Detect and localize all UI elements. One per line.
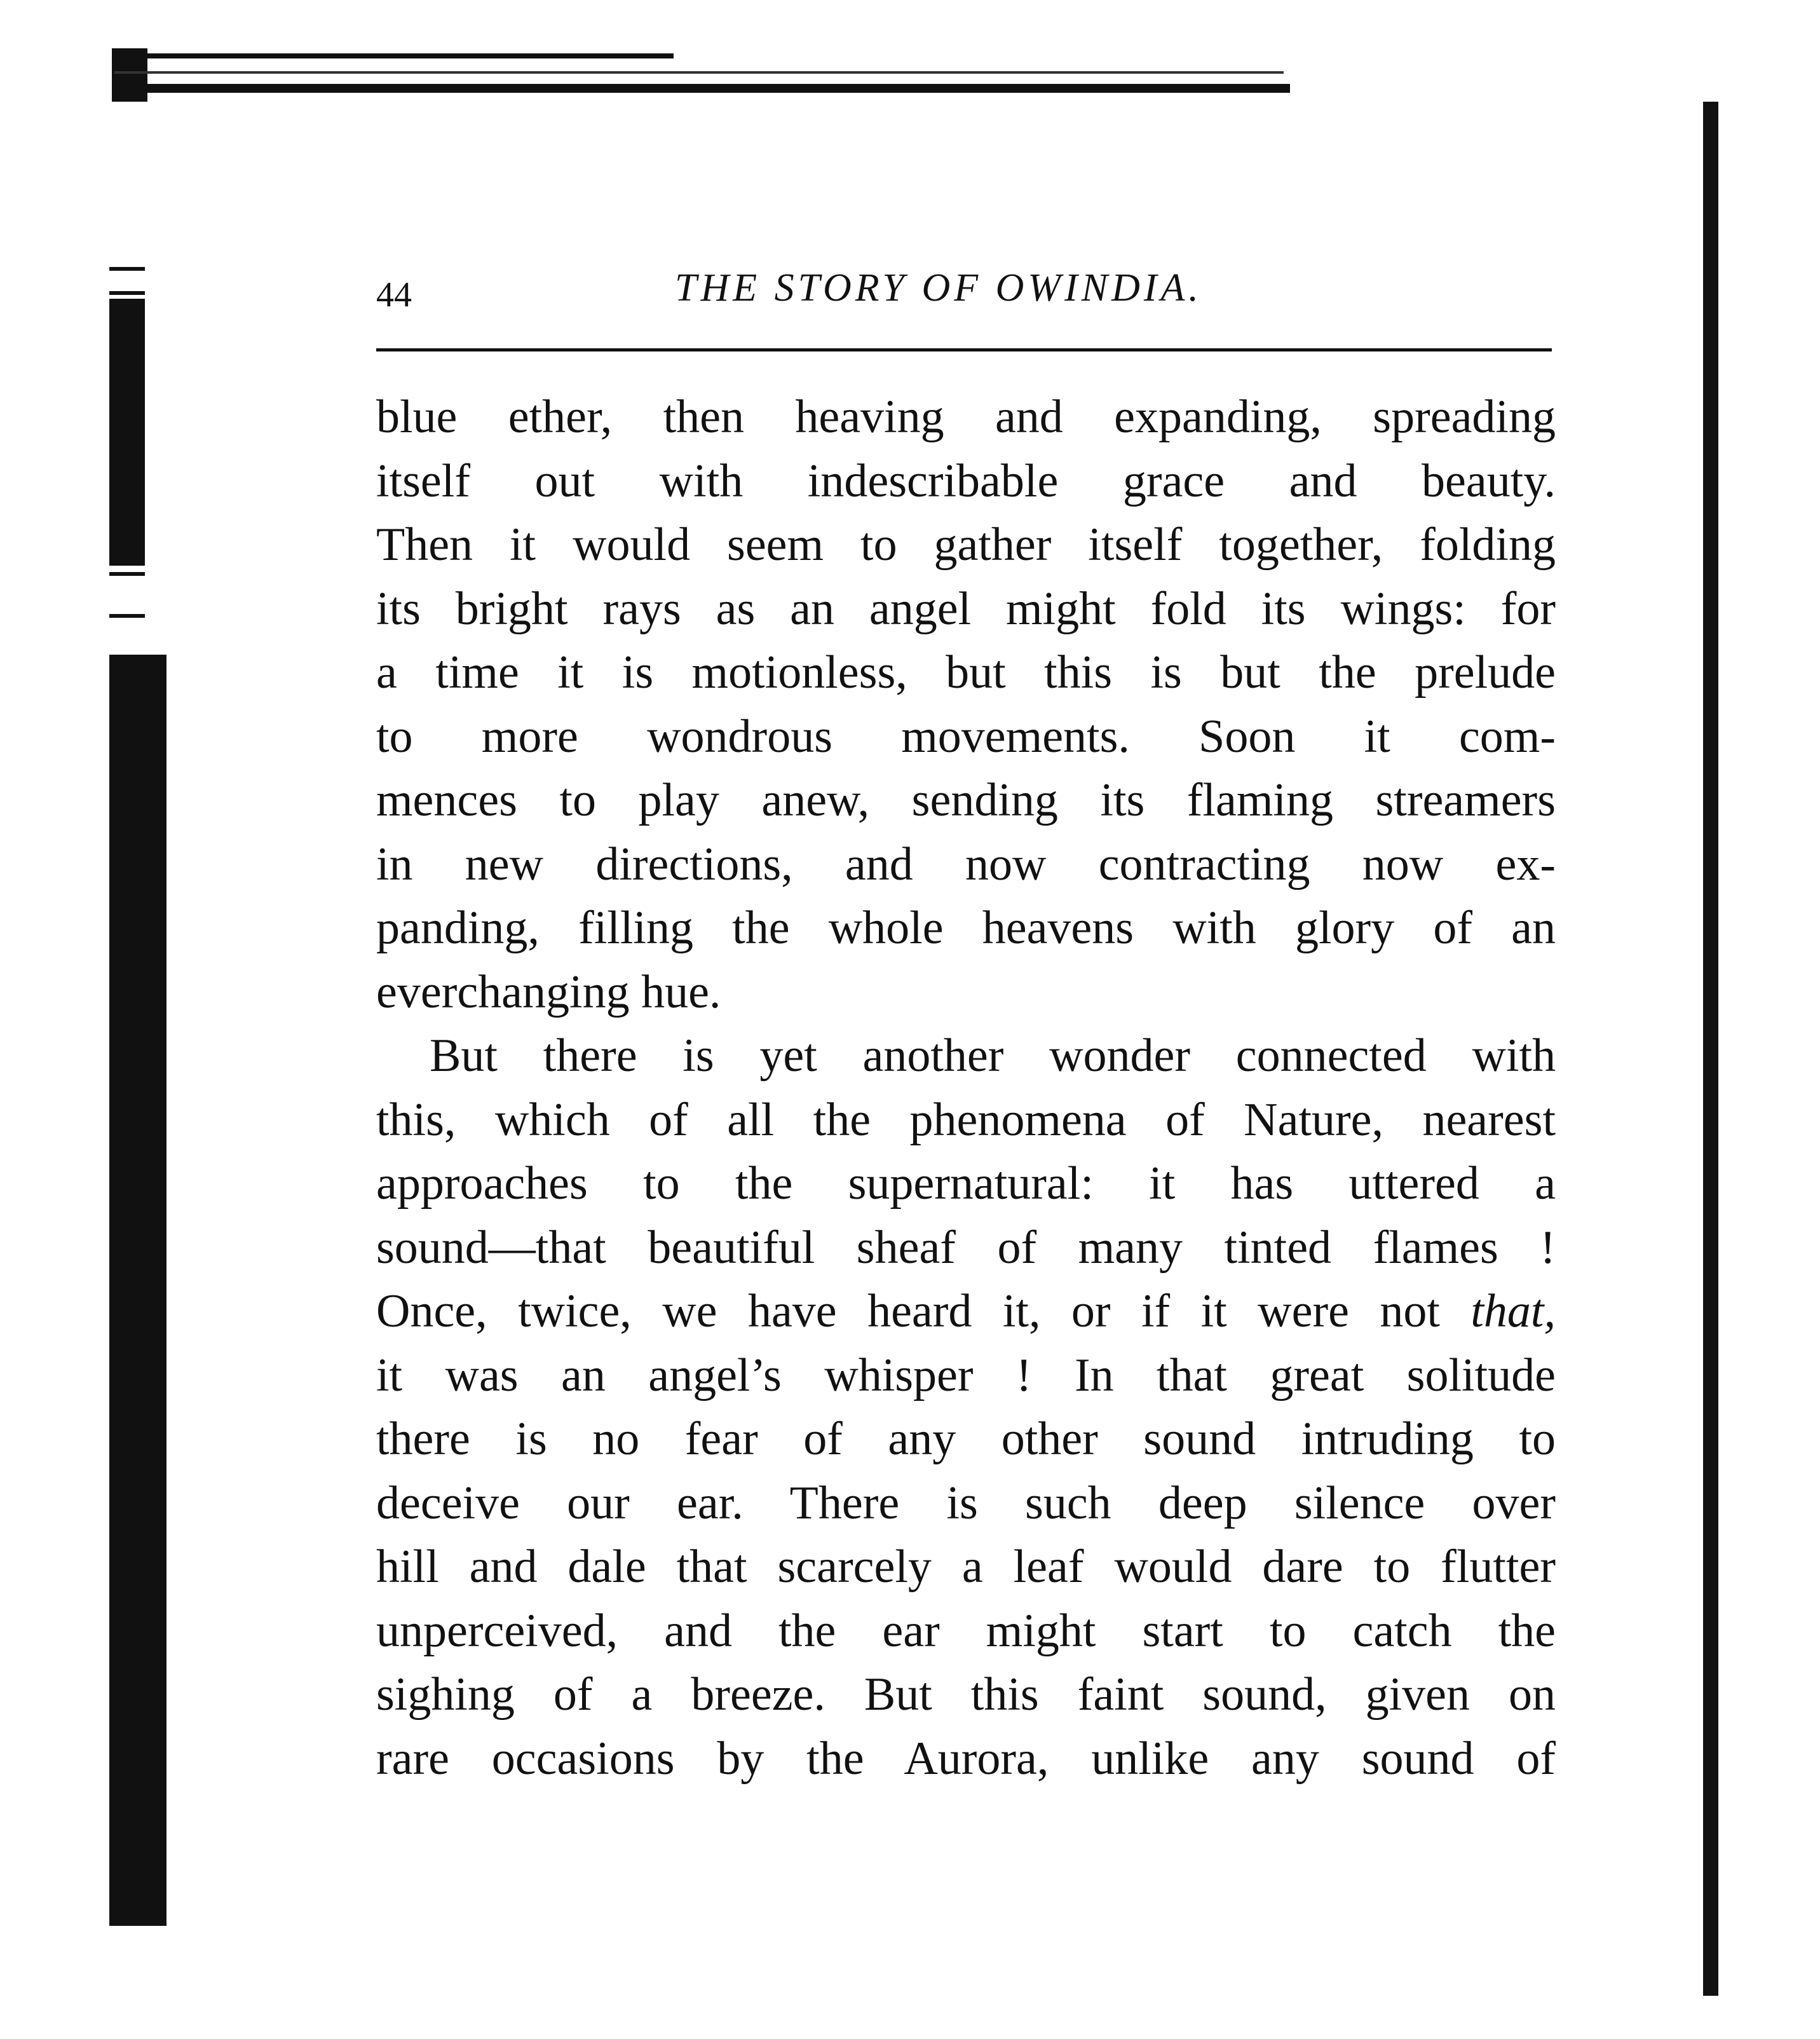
text-line-with-italic [376, 1279, 1556, 1344]
text-line: there is no fear of any other sound intruding to [376, 1413, 1556, 1465]
text-line: hill and dale that scarcely a leaf would dare to flutter [376, 1541, 1556, 1593]
running-title: THE STORY OF OWINDIA. [675, 266, 1202, 310]
header-rule [376, 348, 1552, 351]
scan-edge-right [1703, 102, 1718, 1996]
text-line: mences to play anew, sending its flaming streamers [376, 774, 1556, 826]
scan-edge-left-lines-lower [109, 572, 145, 618]
scan-edge-left-lines [109, 267, 145, 295]
body-text [376, 385, 1556, 1790]
page-number: 44 [376, 275, 412, 315]
text-line: this, which of all the phenomena of Nature, nearest [376, 1093, 1556, 1146]
running-head [376, 266, 1552, 317]
italic-word: that, [1470, 1285, 1556, 1337]
text-line: itself out with indescribable grace and beauty. [376, 454, 1556, 507]
text-line: its bright rays as an angel might fold its wings: for [376, 582, 1556, 635]
text-line: blue ether, then heaving and expanding, spreading [376, 391, 1556, 443]
text-line: unperceived, and the ear might start to catch the [376, 1604, 1556, 1657]
text-line: But there is yet another wonder connected with [430, 1030, 1556, 1082]
text-line: in new directions, and now contracting now ex- [376, 838, 1556, 890]
text-line: sighing of a breeze. But this faint sound, given on [376, 1668, 1556, 1721]
text-line: sound—that beautiful sheaf of many tinted flames ! [376, 1221, 1556, 1274]
scan-edge-left [109, 655, 166, 1926]
text-line: Then it would seem to gather itself together, folding [376, 519, 1556, 571]
text-line: it was an angel’s whisper ! In that great solitude [376, 1349, 1556, 1401]
text-line: rare occasions by the Aurora, unlike any sound of [376, 1732, 1556, 1785]
scan-edge-left-upper [109, 299, 145, 566]
scan-edge-top [114, 84, 1290, 93]
text-line: everchanging hue. [376, 965, 721, 1018]
text-run: Once, twice, we have heard it, or if it were not [376, 1285, 1440, 1337]
text-line: approaches to the supernatural: it has uttered a [376, 1157, 1556, 1210]
scan-edge-top-thin [114, 71, 1284, 74]
text-line: panding, filling the whole heavens with glory of an [376, 902, 1556, 954]
text-line: to more wondrous movements. Soon it com- [376, 710, 1556, 763]
scan-edge-top-fragment [114, 53, 674, 58]
text-line: deceive our ear. There is such deep silence over [376, 1476, 1556, 1529]
text-line: a time it is motionless, but this is but the prelude [376, 646, 1556, 699]
